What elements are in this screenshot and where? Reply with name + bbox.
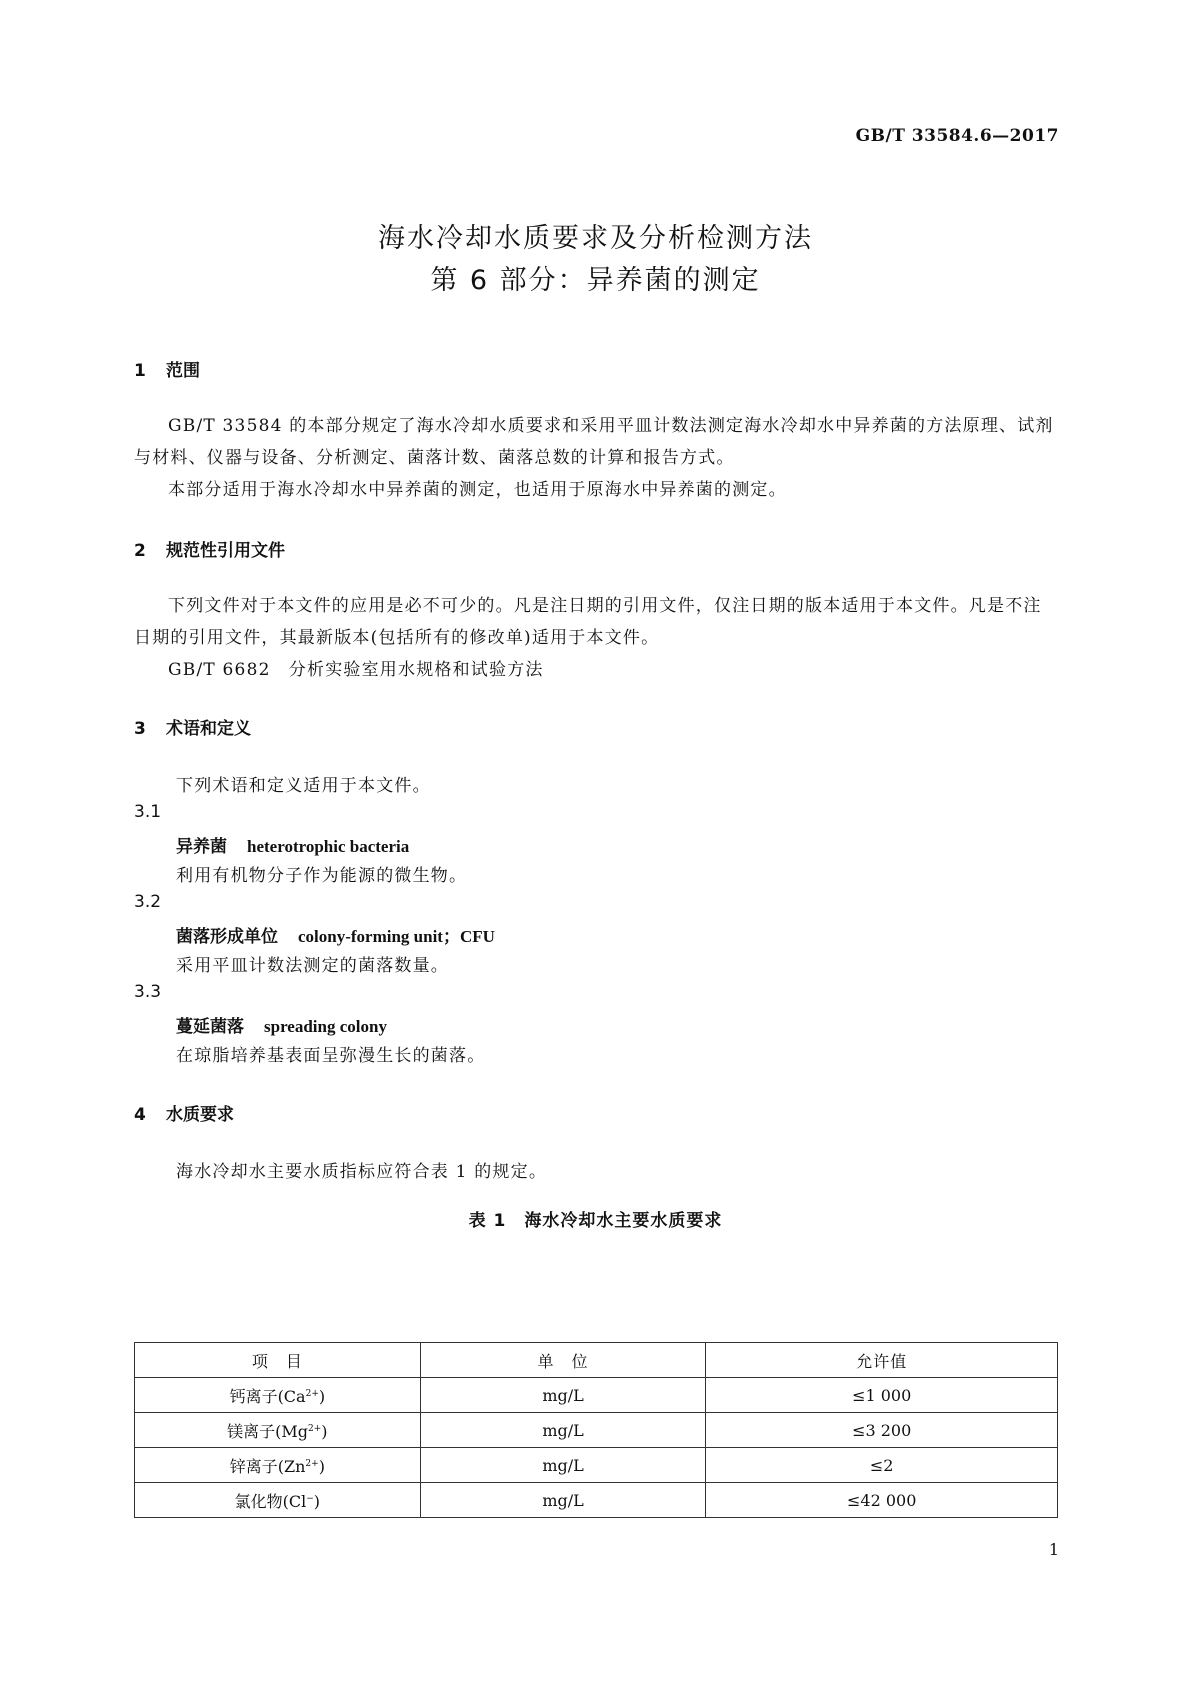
section-title: 术语和定义: [166, 719, 251, 739]
unit-cell: mg/L: [420, 1448, 706, 1483]
term-entry: [176, 1012, 387, 1037]
paragraph: 下列文件对于本文件的应用是必不可少的。凡是注日期的引用文件，仅注日期的版本适用于本文件。凡是不注日期的引用文件，其最新版本(包括所有的修改单)适用于本文件。: [134, 596, 1042, 648]
section-number: 4: [134, 1105, 146, 1125]
term-entry: [176, 832, 409, 857]
table-row: [135, 1448, 1058, 1483]
section-4-intro: 海水冷却水主要水质指标应符合表 1 的规定。: [176, 1162, 548, 1182]
water-quality-table: [134, 1342, 1058, 1518]
section-number: 2: [134, 541, 146, 561]
page-number: 1: [1048, 1540, 1059, 1559]
section-number: 1: [134, 361, 146, 381]
term-definition: 在琼脂培养基表面呈弥漫生长的菌落。: [176, 1046, 486, 1066]
paragraph: 本部分适用于海水冷却水中异养菌的测定，也适用于原海水中异养菌的测定。: [168, 480, 787, 500]
section-1-heading: [134, 356, 200, 381]
value-cell: ≤42 000: [706, 1483, 1058, 1518]
section-title: 范围: [166, 361, 200, 381]
term-en: spreading colony: [264, 1017, 387, 1036]
column-header: 单 位: [420, 1343, 706, 1378]
column-header: 项 目: [135, 1343, 421, 1378]
term-en: colony-forming unit；CFU: [298, 927, 495, 946]
section-2-body: [134, 590, 1059, 686]
term-en: heterotrophic bacteria: [247, 837, 410, 856]
table-row: [135, 1413, 1058, 1448]
term-zh: 菌落形成单位: [176, 927, 278, 947]
section-2-heading: [134, 536, 285, 561]
table-caption: 表 1 海水冷却水主要水质要求: [468, 1211, 723, 1231]
term-zh: 蔓延菌落: [176, 1017, 244, 1037]
term-number: 3.3: [134, 982, 162, 1002]
item-cell: 钙离子$(Ca^{2+})$: [135, 1378, 421, 1413]
table-header-row: [135, 1343, 1058, 1378]
section-number: 3: [134, 719, 146, 739]
table-row: [135, 1378, 1058, 1413]
section-title: 规范性引用文件: [166, 541, 285, 561]
paragraph: GB/T 33584 的本部分规定了海水冷却水质要求和采用平皿计数法测定海水冷却水中异养菌的方法原理、试剂与材料、仪器与设备、分析测定、菌落计数、菌落总数的计算和报告方式。: [134, 416, 1054, 468]
section-1-body: [134, 410, 1059, 506]
term-zh: 异养菌: [176, 837, 227, 857]
unit-cell: mg/L: [420, 1413, 706, 1448]
term-entry: [176, 922, 495, 947]
item-cell: 锌离子$(Zn^{2+})$: [135, 1448, 421, 1483]
unit-cell: mg/L: [420, 1378, 706, 1413]
table-row: [135, 1483, 1058, 1518]
section-3-intro: 下列术语和定义适用于本文件。: [176, 776, 431, 796]
value-cell: ≤3 200: [706, 1413, 1058, 1448]
value-cell: ≤1 000: [706, 1378, 1058, 1413]
term-number: 3.1: [134, 802, 162, 822]
term-definition: 采用平皿计数法测定的菌落数量。: [176, 956, 449, 976]
value-cell: ≤2: [706, 1448, 1058, 1483]
unit-cell: mg/L: [420, 1483, 706, 1518]
item-cell: 氯化物(Cl−): [135, 1483, 421, 1518]
document-subtitle: 第 6 部分：异养菌的测定: [430, 265, 761, 296]
section-4-heading: [134, 1100, 234, 1125]
term-definition: 利用有机物分子作为能源的微生物。: [176, 866, 468, 886]
standard-number: GB/T 33584.6—2017: [855, 126, 1059, 146]
section-title: 水质要求: [166, 1105, 234, 1125]
term-number: 3.2: [134, 892, 162, 912]
reference-entry: GB/T 6682 分析实验室用水规格和试验方法: [168, 660, 544, 680]
section-3-heading: [134, 714, 251, 739]
column-header: 允许值: [706, 1343, 1058, 1378]
item-cell: 镁离子$(Mg^{2+})$: [135, 1413, 421, 1448]
document-title: 海水冷却水质要求及分析检测方法: [378, 223, 813, 254]
